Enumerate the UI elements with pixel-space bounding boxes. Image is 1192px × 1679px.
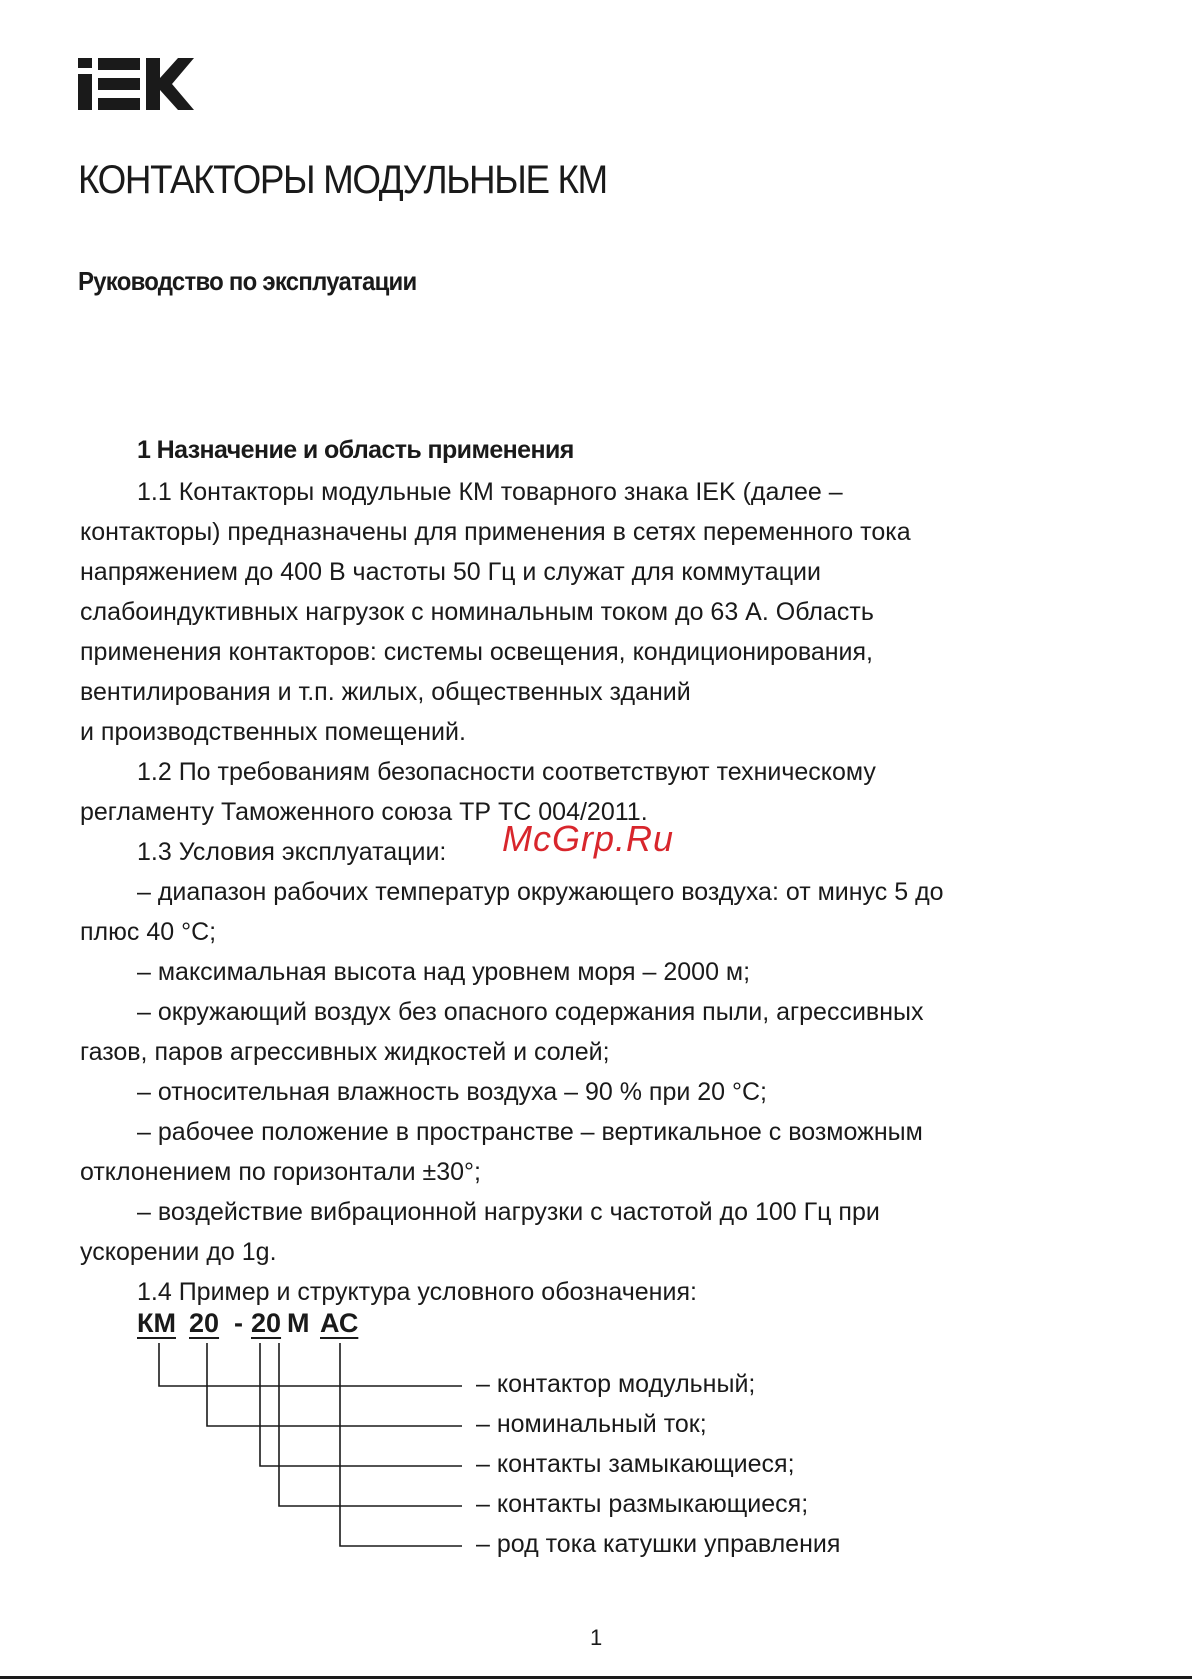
text-line: – рабочее положение в пространстве – вертикальное с возможным bbox=[137, 1118, 923, 1146]
designation-code bbox=[137, 1308, 359, 1525]
code-part-opening: М bbox=[287, 1308, 310, 1338]
text-line: 1.2 По требованиям безопасности соответствуют техническому bbox=[137, 758, 876, 786]
text-line: слабоиндуктивных нагрузок с номинальным током до 63 А. Область bbox=[80, 598, 874, 626]
text-line: вентилирования и т.п. жилых, общественных зданий bbox=[80, 678, 691, 706]
code-separator: - bbox=[234, 1308, 243, 1338]
code-part-coil: АС bbox=[320, 1308, 359, 1338]
text-line: регламенту Таможенного союза ТР ТС 004/2011. bbox=[80, 798, 648, 826]
text-line: 1.3 Условия эксплуатации: bbox=[137, 838, 447, 866]
designation-desc-4: – контакты размыкающиеся; bbox=[476, 1490, 809, 1518]
iek-logo bbox=[78, 58, 194, 110]
page-number: 1 bbox=[590, 1625, 603, 1650]
text-line: газов, паров агрессивных жидкостей и солей; bbox=[80, 1038, 610, 1066]
text-line: 1.1 Контакторы модульные КМ товарного знака IEK (далее – bbox=[137, 478, 843, 506]
text-line: – диапазон рабочих температур окружающего воздуха: от минус 5 до bbox=[137, 878, 944, 906]
code-part-current: 20 bbox=[189, 1308, 220, 1338]
text-line: 1.4 Пример и структура условного обозначения: bbox=[137, 1278, 697, 1306]
text-line: и производственных помещений. bbox=[80, 718, 466, 746]
text-line: – окружающий воздух без опасного содержания пыли, агрессивных bbox=[137, 998, 924, 1026]
code-part-closing: 20 bbox=[251, 1308, 282, 1338]
text-line: ускорении до 1g. bbox=[80, 1238, 277, 1266]
text-line: отклонением по горизонтали ±30°; bbox=[80, 1158, 481, 1186]
text-line: – максимальная высота над уровнем моря – 2000 м; bbox=[137, 958, 751, 986]
designation-desc-1: – контактор модульный; bbox=[476, 1370, 756, 1398]
text-line: контакторы) предназначены для применения в сетях переменного тока bbox=[80, 518, 911, 546]
designation-desc-5: – род тока катушки управления bbox=[476, 1530, 841, 1558]
section-heading: 1 Назначение и область применения bbox=[137, 436, 574, 464]
text-line: напряжением до 400 В частоты 50 Гц и служат для коммутации bbox=[80, 558, 821, 586]
designation-desc-2: – номинальный ток; bbox=[476, 1410, 707, 1438]
watermark: McGrp.Ru bbox=[502, 818, 675, 859]
text-line: – относительная влажность воздуха – 90 % при 20 °С; bbox=[137, 1078, 768, 1106]
text-line: плюс 40 °С; bbox=[80, 918, 217, 946]
document-subtitle: Руководство по эксплуатации bbox=[78, 266, 417, 296]
document-title: КОНТАКТОРЫ МОДУЛЬНЫЕ КМ bbox=[78, 158, 607, 202]
designation-desc-3: – контакты замыкающиеся; bbox=[476, 1450, 795, 1478]
text-line: – воздействие вибрационной нагрузки с частотой до 100 Гц при bbox=[137, 1198, 880, 1226]
text-line: применения контакторов: системы освещения, кондиционирования, bbox=[80, 638, 873, 666]
code-part-km: КМ bbox=[137, 1308, 176, 1338]
